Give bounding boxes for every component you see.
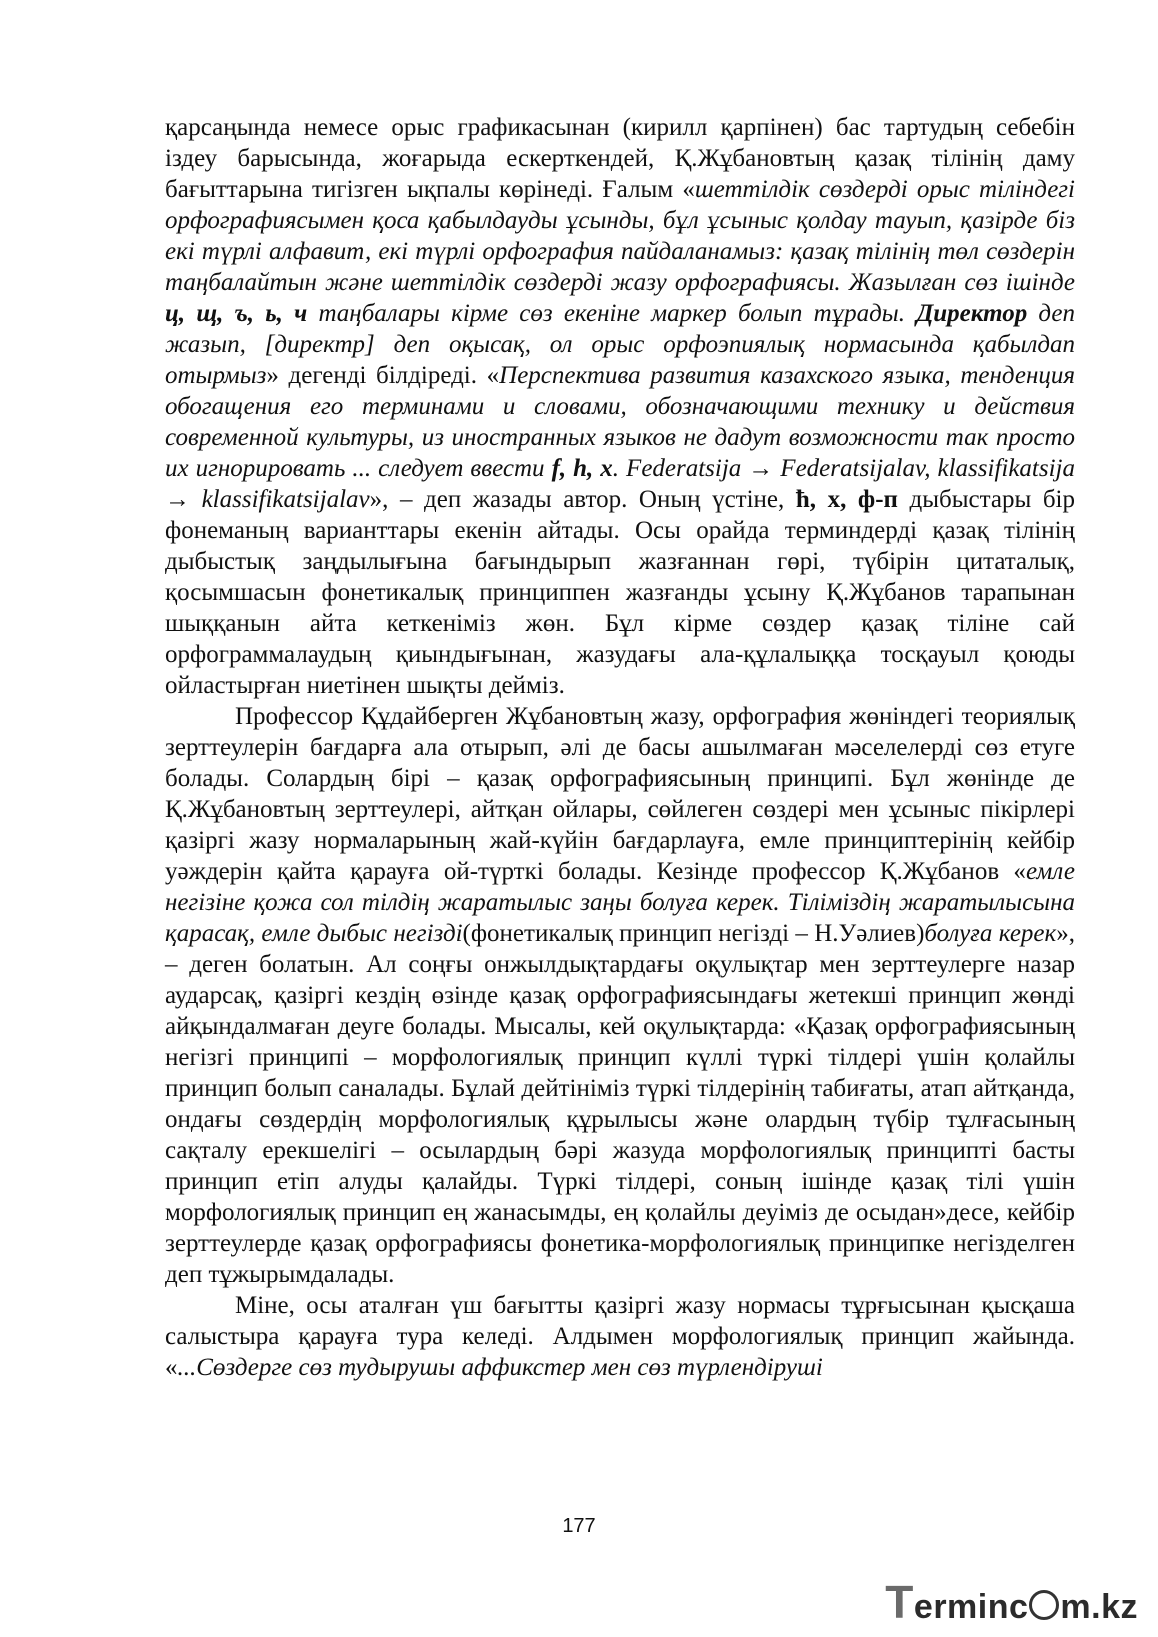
- text-run: емле негізіне қожа сол тілдің жаратылыс заңы болуға керек. Тіліміздің жаратылысына қарасақ, емле дыбыс негізді: [165, 858, 1075, 947]
- text-run: Міне, осы аталған үш бағытты қазіргі жазу нормасы тұрғысынан қысқаша салыстыра қарауға тура келеді. Алдымен морфологиялық принцип жайында. «: [165, 1292, 1075, 1381]
- paragraph: [165, 701, 1075, 1290]
- text-run: (фонетикалық принцип негізді – Н.Уәлиев): [462, 920, 925, 947]
- text-run: Профессор Құдайберген Жұбановтың жазу, орфография жөніндегі теориялық зерттеулерін бағдарға ала отырып, әлі де басы ашылмаған мәселелерді сөз етуге болады. Солардың бірі – қазақ орфографиясының принципі. Бұл жөнінде де Қ.Жұбановтың зерттеулері, айтқан ойлары, сөйлеген сөздері мен ұсыныс пікірлері қазіргі жазу нормаларының жай-күйін бағдарлауға, емле принциптерінің кейбір уәждерін қайта қарауға ой-түрткі болады. Кезінде профессор Қ.Жұбанов «: [165, 703, 1075, 885]
- logo-circle-icon: [1029, 1590, 1059, 1620]
- logo-letter-t: T: [885, 1576, 914, 1628]
- text-run: » дегенді білдіреді. «: [266, 362, 500, 389]
- logo-text-part2: m.kz: [1060, 1588, 1138, 1626]
- paragraph: [165, 1290, 1075, 1383]
- text-run: болуға керек: [924, 920, 1057, 947]
- text-run: қарсаңында немесе орыс графикасынан (кирилл қарпінен) бас тартудың себебін іздеу барысында, жоғарыда ескерткендей, Қ.Жұбановтың қазақ тілінің даму бағыттарына тигізген ықпалы көрінеді. Ғалым «: [165, 114, 1075, 203]
- text-run: деп жазып, [директр] деп оқысақ, ол орыс орфоэпиялық нормасында қабылдап отырмыз: [165, 300, 1075, 389]
- paragraph: [165, 112, 1075, 701]
- termincom-logo: [885, 1575, 1138, 1629]
- text-run: Перспектива развития казахского языка, тенденция обогащения его терминами и словами, обозначающими технику и действия современной культуры, из иностранных языков не дадут возможности так просто их игнорировать ... следует ввести: [165, 362, 1075, 482]
- logo-text-part1: erminc: [913, 1588, 1029, 1626]
- text-run: », – деген болатын. Ал соңғы онжылдықтардағы оқулықтар мен зерттеулерге назар аударсақ, қазіргі кездің өзінде қазақ орфографиясындағы жетекші принцип жөнді айқындалмаған деуге болады. Мысалы, кей оқулықтарда: «Қазақ орфографиясының негізгі принципі – морфологиялық принцип күллі түркі тілдері үшін қолайлы принцип болып саналады. Бұлай дейтініміз түркі тілдерінің табиғаты, атап айтқанда, ондағы сөздердің морфологиялық құрылысы және олардың түбір тұлғасының сақталу ерекшелігі – осылардың бәрі жазуда морфологиялық принципті басты принцип етіп алуды қалайды. Түркі тілдері, соның ішінде қазақ тілі үшін морфологиялық принцип ең жанасымды, ең қолайлы деуіміз де осыдан»десе, кейбір зерттеулерде қазақ орфографиясы фонетика-морфологиялық принципке негізделген деп тұжырымдалады.: [165, 920, 1075, 1288]
- text-run: ħ, х, ф-п: [795, 486, 898, 513]
- text-run: дыбыстары бір фонеманың варианттары екенін айтады. Осы орайда терминдерді қазақ тілінің дыбыстық заңдылығына бағындырып жазғаннан гөрі, түбірін цитаталық, қосымшасын фонетикалық принциппен жазғанды ұсыну Қ.Жұбанов тарапынан шыққанын айта кеткеніміз жөн. Бұл кірме сөздер қазақ тіліне сай орфограммалаудың қиындығынан, жазудағы ала-құлалыққа тосқауыл қоюды ойластырған ниетінен шықты дейміз.: [165, 486, 1075, 699]
- text-run: », – деп жазады автор. Оның үстіне,: [369, 486, 796, 513]
- page-number: 177: [562, 1515, 596, 1537]
- text-run: шеттілдік сөздерді орыс тіліндегі орфографиясымен қоса қабылдауды ұсынды, бұл ұсыныс қолдау тауып, қазірде біз екі түрлі алфавит, екі түрлі орфография пайдаланамыз: қазақ тілінің төл сөздерін таңбалайтын және шеттілдік сөздерді жазу орфографиясы. Жазылған сөз ішінде: [165, 176, 1075, 296]
- text-run: f, h, x: [551, 455, 613, 482]
- text-run: ...Сөздерге сөз тудырушы аффикстер мен сөз түрлендіруші: [177, 1354, 823, 1381]
- text-run: таңбалары кірме сөз екеніне маркер болып тұрады.: [307, 300, 917, 327]
- document-body: [165, 112, 1075, 1383]
- text-run: ц, щ, ъ, ь, ч: [165, 300, 308, 327]
- text-run: Директор: [916, 300, 1028, 327]
- text-run: . Federatsija → Federatsijalav, klassifikatsija → klassifikatsijalav: [165, 455, 1075, 513]
